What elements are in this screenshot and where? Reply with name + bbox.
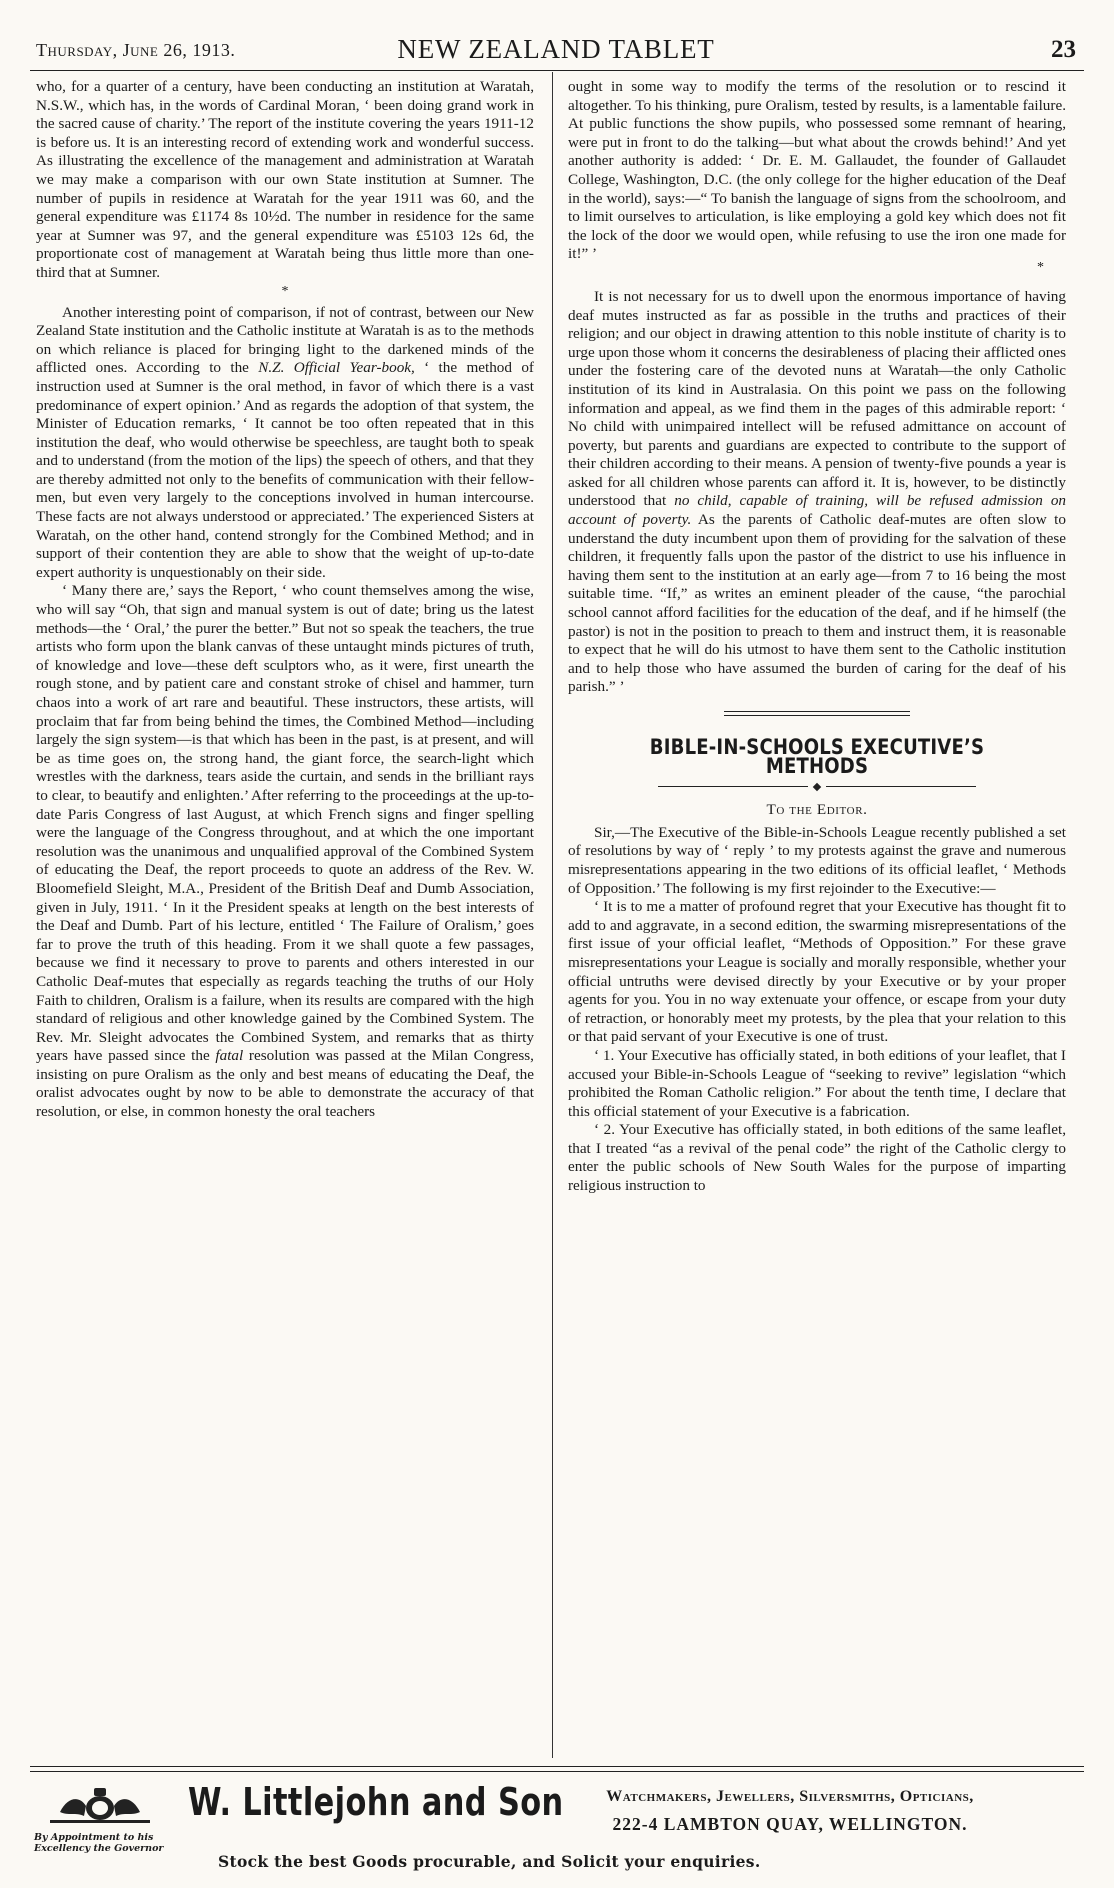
diamond-icon — [813, 782, 821, 790]
advertiser-trades: Watchmakers, Jewellers, Silversmiths, Opticians, — [606, 1788, 974, 1805]
letter-salutation-heading: To the Editor. — [766, 801, 868, 819]
section-separator: * — [1037, 259, 1044, 275]
advertiser-name: W. Littlejohn and Son — [188, 1780, 564, 1824]
left-column — [36, 78, 534, 1748]
masthead-title: NEW ZEALAND TABLET — [397, 34, 715, 64]
advertisement — [30, 1776, 1084, 1876]
letter-paragraph: ‘ It is to me a matter of profound regret that your Executive has thought fit to add to and aggravate, in a second edition, the swarming misrepresentations of the first issue of your official leaflet, “Methods of Opposition.” For these grave misrepresentations your League is socially and morally responsible, whether your official untruths were devised directly by your Executive or by your proper agents for you. You in no way extenuate your offence, or escape from your duty of retraction, or honorably meet my protests, by the plea that your relation to this or that paid servant of your Executive is one of trust. — [568, 898, 1066, 1046]
royal-appointment-note: By Appointment to his Excellency the Governor — [34, 1832, 164, 1854]
page-number: 23 — [1051, 36, 1076, 63]
footer-rule — [30, 1766, 1084, 1767]
article-paragraph: who, for a quarter of a century, have been conducting an institution at Waratah, N.S.W., which has, in the words of Cardinal Moran, ‘ been doing grand work in the sacred cause of charity.’ The report of the institute covering the years 1911-12 is before us. It is an interesting record of extending work and wonderful success. As illustrating the excellence of the management and administration at Waratah we may make a comparison with our own State institution at Sumner. The number of pupils in residence at Waratah for the year 1911 was 60, and the general expenditure was £1174 8s 10½d. The number in residence for the same year at Sumner was 97, and the general expenditure was £5103 12s 6d, the proportionate cost of management at Waratah being thus little more than one-third that at Sumner. — [36, 78, 534, 281]
right-column — [568, 78, 1066, 1748]
article-paragraph: ought in some way to modify the terms of the resolution or to rescind it altogether. To his thinking, pure Oralism, tested by results, is a lamentable failure. At public functions the show pupils, who possessed some remnant of hearing, were put in front to do the talking—but what about the crowds behind!’ And yet another authority is added: ‘ Dr. E. M. Gallaudet, the founder of Gallaudet College, Washington, D.C. (the only college for the higher education of the Deaf in the world), says:—“ To banish the language of signs from the schoolroom, and to limit ourselves to articulation, is like employing a gold key which does not fit the lock of the door we would open, while refusing to use the iron one made for it!” ’ — [568, 78, 1066, 263]
letter-paragraph: Sir,—The Executive of the Bible-in-Schools League recently published a set of resolutions by way of ‘ reply ’ to my protests against the grave and numerous misrepresentations appearing in the two editions of its official leaflet, ‘ Methods of Opposition.’ The following is my first rejoinder to the Executive:— — [568, 823, 1066, 897]
header-rule — [30, 70, 1084, 71]
advertiser-address: 222-4 LAMBTON QUAY, WELLINGTON. — [612, 1814, 968, 1834]
page-header — [36, 36, 1076, 66]
article-paragraph: It is not necessary for us to dwell upon the enormous importance of having deaf mutes instructed as far as possible in the truths and practices of their religion; and our object in drawing attention to this noble institute of charity is to urge upon those whom it concerns the desirableness of placing their afflicted ones under the fostering care of the devoted nuns at Waratah—the only Catholic institution of its kind in Australasia. On this point we pass on the following information and appeal, as we find them in the pages of this admirable report: ‘ No child with unimpaired intellect will be refused admittance on account of poverty, but parents and guardians are expected to contribute to the support of their children according to their means. A pension of twenty-five pounds a year is asked for all children whose parents can afford it. It is, however, to be distinctly understood that no child, capable of training, will be refused admission on account of poverty. As the parents of Catholic deaf-mutes are often slow to understand the duty incumbent upon them of providing for the salvation of these children, it frequently falls upon the pastor of the district to use his influence in having them sent to the institution at an early age—from 7 to 16 being the most suitable time. “If,” as writes an eminent pleader of the cause, “the parochial school cannot afford facilities for the education of the deaf, and if he himself (the pastor) is not in the position to preach to them and instruct them, it is reasonable to expect that he will do his utmost to have them sent to the Catholic institution and to help those who have assumed the burden of caring for the deaf of his parish.” ’ — [568, 287, 1066, 696]
italic-word: fatal — [215, 1047, 244, 1065]
italic-emphasis: no child, capable of training, will be refused admission on account of poverty. — [568, 492, 1066, 529]
letter-paragraph: ‘ 1. Your Executive has officially stated, in both editions of your leaflet, that I accused your Bible-in-Schools League of “seeking to revive” legislation “which prohibited the Roman Catholic religion.” For about the tenth time, I declare that this official statement of your Executive is a fabrication. — [568, 1046, 1066, 1120]
letter-heading: BIBLE-IN-SCHOOLS EXECUTIVE’S METHODS — [649, 735, 985, 778]
article-paragraph: Another interesting point of comparison, if not of contrast, between our New Zealand State institution and the Catholic institute at Waratah is as to the methods on which reliance is placed for bringing light to the darkened minds of the afflicted ones. According to the N.Z. Official Year-book, ‘ the method of instruction used at Sumner is the oral method, in favor of which there is a vast predominance of expert opinion.’ And as regards the adoption of that system, the Minister of Education remarks, ‘ It cannot be too often repeated that in this institution the deaf, who would otherwise be speechless, are taught both to speak and to understand (from the motion of the lips) the speech of others, and that they are thereby admitted not only to the benefits of communication with their fellow-men, but even very largely to the conceptions involved in human intercourse. These facts are not always understood or appreciated.’ The experienced Sisters at Waratah, on the other hand, contend strongly for the Combined Method; and in support of their contention they are able to show that the weight of up-to-date expert authority is unquestionably on their side. — [36, 303, 534, 581]
advertiser-tagline: Stock the best Goods procurable, and Solicit your enquiries. — [218, 1852, 761, 1871]
section-separator: * — [281, 283, 289, 299]
issue-date: Thursday, June 26, 1913. — [36, 40, 236, 60]
article-end-rule — [724, 711, 910, 716]
letter-paragraph: ‘ 2. Your Executive has officially stated, in both editions of the same leaflet, that I treated “as a revival of the penal code” the right of the Catholic clergy to enter the public schools of New South Wales for the purpose of imparting religious instruction to — [568, 1121, 1066, 1195]
footer-rule-thin — [30, 1771, 1084, 1772]
heading-ornament — [568, 781, 1066, 791]
italic-title: N.Z. Official Year-book, — [258, 359, 415, 377]
royal-crest-icon — [40, 1782, 160, 1826]
column-divider — [552, 72, 553, 1758]
article-paragraph: ‘ Many there are,’ says the Report, ‘ who count themselves among the wise, who will say “Oh, that sign and manual system is out of date; bring us the latest methods—the ‘ Oral,’ the purer the better.” But not so speak the teachers, the true artists who form upon the blank canvas of these untaught minds pictures of truth, of knowledge and love—these deft sculptors who, as it were, first unearth the rough stone, and by patient care and constant stroke of chisel and hammer, turn chaos into a work of art rare and beautiful. These instructors, these artists, will proclaim that far from being behind the times, the Combined Method—including largely the sign system—is that which has been in the past, is at present, and will be as time goes on, the strong hand, the giant force, the search-light which wrestles with the darkness, tears aside the curtain, and sends in the brilliant rays to clear, to beautify and enlighten.’ After referring to the proceedings at the up-to-date Paris Congress of last August, at which French signs and finger spelling were the language of the Congress throughout, and at which the one important resolution was the unanimous and unqualified approval of the Combined System of educating the Deaf, the report proceeds to quote an address of the Rev. W. Bloomefield Sleight, M.A., President of the British Deaf and Dumb Association, given in July, 1911. ‘ In it the President speaks at length on the best interests of the Deaf and Dumb. Part of his lecture, entitled ‘ The Failure of Oralism,’ goes far to prove the truth of this heading. From it we shall quote a few passages, because we find it necessary to prove to parents and others interested in our Catholic Deaf-mutes that especially as regards teaching the truths of our Holy Faith to children, Oralism is a failure, when its results are compared with the high standard of religious and other knowledge gained by the Combined System. The Rev. Mr. Sleight advocates the Combined System, and remarks that as thirty years have passed since the fatal resolution was passed at the Milan Congress, insisting on pure Oralism as the only and best means of educating the Deaf, the oralist advocates ought by now to be able to demonstrate the accuracy of that resolution, or else, in common honesty the oral teachers — [36, 582, 534, 1121]
